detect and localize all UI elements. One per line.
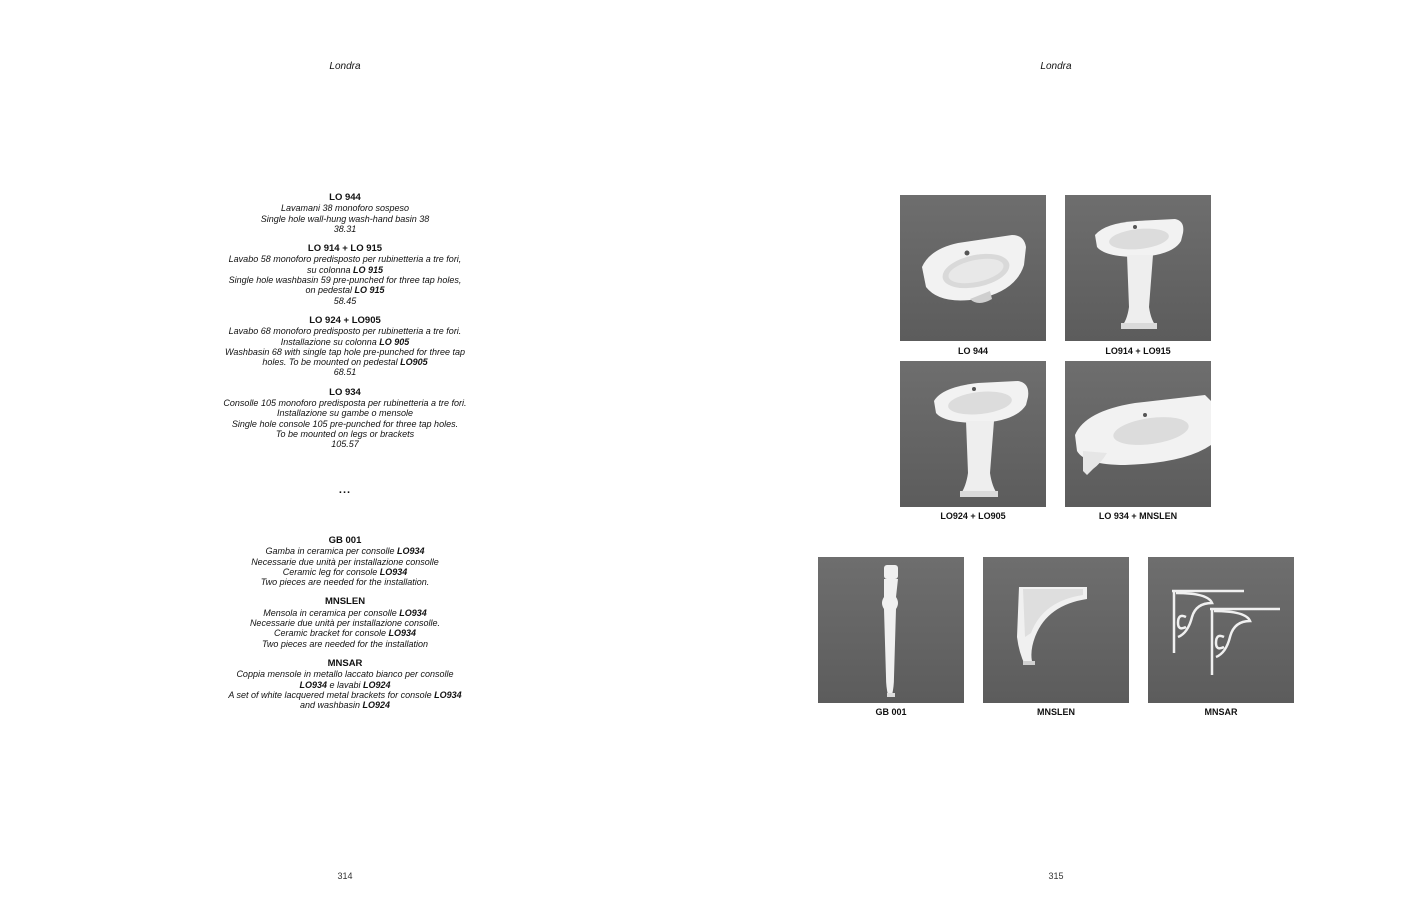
product-code-ref: LO924 bbox=[363, 679, 391, 690]
photo-mnslen bbox=[983, 557, 1129, 703]
entry-line bbox=[205, 367, 485, 377]
caption-mnslen: MNSLEN bbox=[1037, 707, 1075, 717]
caption-lo924-lo905: LO924 + LO905 bbox=[940, 511, 1006, 521]
caption-lo934-mnslen: LO 934 + MNSLEN bbox=[1098, 511, 1178, 521]
product-code-ref: LO934 bbox=[388, 628, 417, 639]
caption-mnsar: MNSAR bbox=[1204, 707, 1238, 717]
left-page-header: Londra bbox=[329, 61, 361, 72]
entry-line bbox=[205, 254, 485, 264]
entry-line bbox=[205, 680, 485, 690]
right-page-header: Londra bbox=[1040, 61, 1072, 72]
entry-code: LO 944 bbox=[329, 192, 361, 203]
product-code-ref: LO934 bbox=[399, 607, 427, 618]
entry-line bbox=[205, 337, 485, 347]
wall-basin-icon bbox=[900, 195, 1046, 341]
ceramic-bracket-icon bbox=[983, 557, 1129, 703]
photo-lo914-lo915 bbox=[1065, 195, 1211, 341]
entry-line bbox=[205, 639, 485, 649]
pedestal-basin-icon bbox=[900, 361, 1046, 507]
text-segment: Two pieces are needed for the installation. bbox=[260, 577, 430, 588]
entry-line bbox=[205, 700, 485, 710]
entry-line bbox=[205, 275, 485, 285]
entry-block bbox=[205, 659, 485, 710]
entry-line bbox=[205, 618, 485, 628]
entry-line bbox=[205, 296, 485, 306]
product-code-ref: LO924 bbox=[362, 700, 391, 711]
photo-lo944 bbox=[900, 195, 1046, 341]
right-page-number: 315 bbox=[1048, 871, 1064, 881]
product-code-ref: LO905 bbox=[400, 357, 428, 368]
console-basin-icon bbox=[1065, 361, 1211, 507]
entry-line bbox=[205, 577, 485, 587]
entry-code: LO 934 bbox=[329, 386, 361, 398]
text-segment: Lavabo 58 monoforo predisposto per rubinetteria a tre fori, bbox=[228, 254, 462, 265]
entry-line bbox=[205, 690, 485, 700]
entry-line bbox=[205, 326, 485, 336]
entry-block bbox=[205, 316, 485, 378]
text-segment: Ceramic bracket for console bbox=[273, 628, 389, 639]
ceramic-leg-icon bbox=[818, 557, 964, 703]
product-code-ref: LO934 bbox=[434, 689, 462, 700]
photo-lo934-mnslen bbox=[1065, 361, 1211, 507]
product-code-ref: LO934 bbox=[379, 566, 408, 577]
entry-line bbox=[205, 285, 485, 295]
entry-block bbox=[205, 536, 485, 587]
caption-lo914-lo915: LO914 + LO915 bbox=[1105, 346, 1171, 356]
entry-line bbox=[205, 419, 485, 429]
text-segment: Lavamani 38 monoforo sospeso bbox=[280, 203, 410, 214]
product-code-ref: LO934 bbox=[397, 546, 425, 557]
entry-block bbox=[205, 597, 485, 648]
photo-lo924-lo905 bbox=[900, 361, 1046, 507]
text-segment: Single hole console 105 pre-punched for three tap holes. bbox=[231, 418, 459, 429]
text-segment: A set of white lacquered metal brackets for console bbox=[228, 689, 435, 700]
text-segment: 68.51 bbox=[333, 367, 357, 378]
text-segment: Installazione su gambe o mensole bbox=[276, 408, 414, 419]
entry-line bbox=[205, 408, 485, 418]
text-segment: 58.45 bbox=[333, 295, 357, 306]
entry-line bbox=[205, 439, 485, 449]
text-segment: Coppia mensole in metallo laccato bianco per consolle bbox=[236, 669, 454, 680]
text-segment: holes. To be mounted on pedestal bbox=[262, 357, 401, 368]
entry-line bbox=[205, 669, 485, 679]
text-segment: 105.57 bbox=[331, 439, 359, 450]
entry-line bbox=[205, 203, 485, 213]
entry-code: GB 001 bbox=[328, 535, 362, 546]
entry-block bbox=[205, 244, 485, 306]
text-segment: Mensola in ceramica per consolle bbox=[263, 607, 400, 618]
accessory-entries bbox=[205, 536, 485, 720]
entry-line bbox=[205, 429, 485, 439]
text-segment: Washbasin 68 with single tap hole pre-punched for three tap bbox=[225, 346, 465, 357]
text-segment: Necessarie due unità per installazione consolle bbox=[251, 556, 439, 567]
text-segment: Gamba in ceramica per consolle bbox=[265, 546, 398, 557]
entry-block bbox=[205, 388, 485, 450]
entry-line bbox=[205, 567, 485, 577]
entry-code: MNSLEN bbox=[324, 596, 366, 608]
text-segment: Lavabo 68 monoforo predisposto per rubinetteria a tre fori. bbox=[228, 326, 462, 337]
product-code-ref: LO 915 bbox=[353, 264, 384, 275]
product-code-ref: LO 905 bbox=[379, 336, 410, 347]
text-segment: Ceramic leg for console bbox=[282, 566, 380, 577]
text-segment: Installazione su colonna bbox=[280, 336, 380, 347]
entry-line bbox=[205, 557, 485, 567]
entry-line bbox=[205, 224, 485, 234]
entry-code: LO 924 + LO905 bbox=[309, 314, 381, 326]
entry-line bbox=[205, 265, 485, 275]
product-code-ref: LO 915 bbox=[354, 285, 385, 296]
text-segment: su colonna bbox=[306, 264, 354, 275]
text-segment: Two pieces are needed for the installation bbox=[262, 638, 428, 649]
photo-gb001 bbox=[818, 557, 964, 703]
entry-line bbox=[205, 347, 485, 357]
text-segment: 38.31 bbox=[333, 223, 357, 234]
text-segment: and washbasin bbox=[299, 700, 363, 711]
entry-code: LO 914 + LO 915 bbox=[307, 243, 383, 255]
left-page-number: 314 bbox=[337, 871, 353, 881]
text-segment: on pedestal bbox=[305, 285, 355, 296]
text-segment: Single hole washbasin 59 pre-punched for three tap holes, bbox=[228, 275, 462, 286]
text-segment: Single hole wall-hung wash-hand basin 38 bbox=[260, 213, 430, 224]
entry-line bbox=[205, 398, 485, 408]
text-segment: To be mounted on legs or brackets bbox=[275, 428, 415, 439]
entry-code: MNSAR bbox=[327, 657, 363, 669]
text-segment: e lavabi bbox=[326, 679, 364, 690]
caption-gb001: GB 001 bbox=[875, 707, 907, 717]
text-segment: Necessarie due unità per installazione consolle. bbox=[249, 618, 441, 629]
entry-line bbox=[205, 608, 485, 618]
entry-block bbox=[205, 193, 485, 234]
product-entries bbox=[205, 193, 485, 460]
pedestal-basin-icon bbox=[1065, 195, 1211, 341]
text-segment: Consolle 105 monoforo predisposta per rubinetteria a tre fori. bbox=[223, 398, 467, 409]
product-code-ref: LO934 bbox=[299, 679, 327, 690]
entry-line bbox=[205, 357, 485, 367]
entry-line bbox=[205, 214, 485, 224]
metal-brackets-icon bbox=[1148, 557, 1294, 703]
entry-line bbox=[205, 546, 485, 556]
photo-mnsar bbox=[1148, 557, 1294, 703]
entry-line bbox=[205, 628, 485, 638]
caption-lo944: LO 944 bbox=[957, 346, 988, 356]
section-separator: ... bbox=[338, 484, 352, 496]
